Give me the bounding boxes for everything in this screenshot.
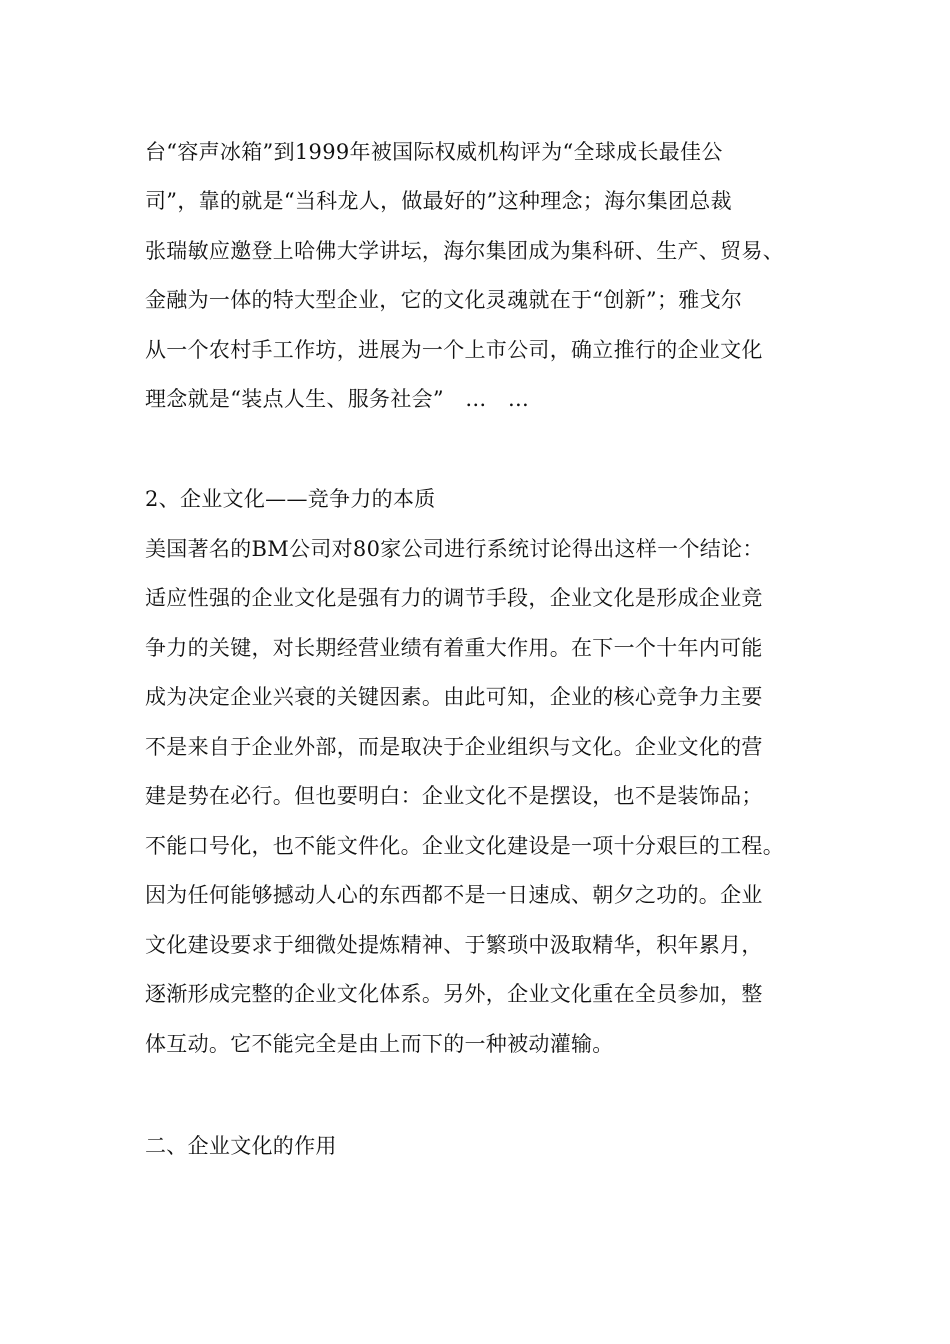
paragraph-line: 不能口号化，也不能文件化。企业文化建设是一项十分艰巨的工程。 [145,834,784,858]
paragraph-line: 不是来自于企业外部，而是取决于企业组织与文化。企业文化的营 [145,735,763,759]
section-heading: 二、企业文化的作用 [145,1134,337,1158]
paragraph-line: 逐渐形成完整的企业文化体系。另外，企业文化重在全员参加，整 [145,982,763,1006]
paragraph-line: 从一个农村手工作坊，进展为一个上市公司，确立推行的企业文化 [145,338,763,362]
paragraph-line: 因为任何能够撼动人心的东西都不是一日速成、朝夕之功的。企业 [145,883,763,907]
paragraph-line: 台“容声冰箱”到1999年被国际权威机构评为“全球成长最佳公 [145,140,723,164]
paragraph-line: 建是势在必行。但也要明白：企业文化不是摆设，也不是装饰品； [145,784,763,808]
paragraph-line: 理念就是“装点人生、服务社会” … … [145,387,530,411]
paragraph-line: 体互动。它不能完全是由上而下的一种被动灌输。 [145,1032,614,1056]
paragraph-line: 争力的关键，对长期经营业绩有着重大作用。在下一个十年内可能 [145,636,763,660]
paragraph-line: 美国著名的BM公司对80家公司进行系统讨论得出这样一个结论： [145,537,764,561]
paragraph-line: 文化建设要求于细微处提炼精神、于繁琐中汲取精华，积年累月， [145,933,763,957]
section-heading: 2、企业文化——竞争力的本质 [145,487,436,511]
paragraph-line: 金融为一体的特大型企业，它的文化灵魂就在于“创新”；雅戈尔 [145,288,743,312]
paragraph-line: 成为决定企业兴衰的关键因素。由此可知，企业的核心竞争力主要 [145,685,763,709]
paragraph-line: 司”，靠的就是“当科龙人，做最好的”这种理念；海尔集团总裁 [145,189,732,213]
paragraph-line: 张瑞敏应邀登上哈佛大学讲坛，海尔集团成为集科研、生产、贸易、 [145,239,784,263]
paragraph-line: 适应性强的企业文化是强有力的调节手段，企业文化是形成企业竞 [145,586,763,610]
